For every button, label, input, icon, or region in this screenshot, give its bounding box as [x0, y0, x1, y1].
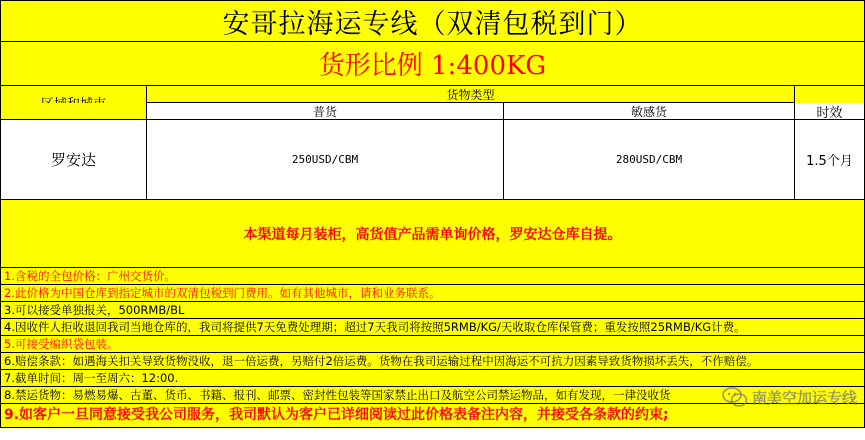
cell-general-price: 250USD/CBM — [147, 120, 504, 199]
note-item: 7.截单时间：周一至周六：12:00. — [0, 370, 865, 387]
note-item-final: 9.如客户一旦同意接受我公司服务，我司默认为客户已详细阅读过此价格表备注内容，并接受各条款的约束; — [0, 404, 865, 428]
table-row — [0, 120, 865, 200]
note-item: 8.禁运货物：易燃易爆、古董、货币、书籍、报刊、邮票、密封性包装等国家禁止出口及航空公司禁运物品，如有发现，一律没收货 — [0, 387, 865, 404]
note-item: 3.可以接受单独报关，500RMB/BL — [0, 302, 865, 319]
header-goods-type: 货物类型 — [147, 86, 795, 103]
header-time-top — [795, 86, 864, 103]
note-item: 5.可接受编织袋包装。 — [0, 336, 865, 353]
note-item: 2.此价格为中国仓库到指定城市的双清包税到门费用。如有其他城市，请和业务联系。 — [0, 285, 865, 302]
cell-city: 罗安达 — [1, 120, 147, 199]
note-item: 4.因收件人拒收退回我司当地仓库的，我司将提供7天免费处理期；超过7天我司将按照5RMB/KG/天收取仓库保管费；重发按照25RMB/KG计费。 — [0, 319, 865, 336]
wechat-icon — [722, 386, 748, 408]
watermark — [722, 386, 857, 408]
cell-sensitive-price: 280USD/CBM — [504, 120, 795, 199]
header-general: 普货 — [147, 103, 504, 119]
header-region-fill — [1, 103, 147, 119]
notice-banner: 本渠道每月装柜，高货值产品需单询价格，罗安达仓库自提。 — [0, 200, 865, 268]
note-item: 6.赔偿条款：如遇海关扣关导致货物没收，退一倍运费，另赔付2倍运费。货物在我司运输过程中因海运不可抗力因素导致货物损坏丢失，不作赔偿。 — [0, 353, 865, 370]
watermark-text: 南美空加运专线 — [751, 388, 857, 407]
header-sensitive: 敏感货 — [504, 103, 795, 119]
table-header-row-1 — [0, 86, 865, 103]
header-time: 时效 — [816, 105, 843, 121]
table-header-row-2 — [0, 103, 865, 120]
cell-time: 1.5个月 — [806, 154, 853, 169]
sheet-title: 安哥拉海运专线（双清包税到门） — [0, 0, 865, 42]
sheet-subtitle: 货形比例 1:400KG — [0, 42, 865, 86]
note-item: 1.含税的全包价格：广州交货价。 — [0, 268, 865, 285]
